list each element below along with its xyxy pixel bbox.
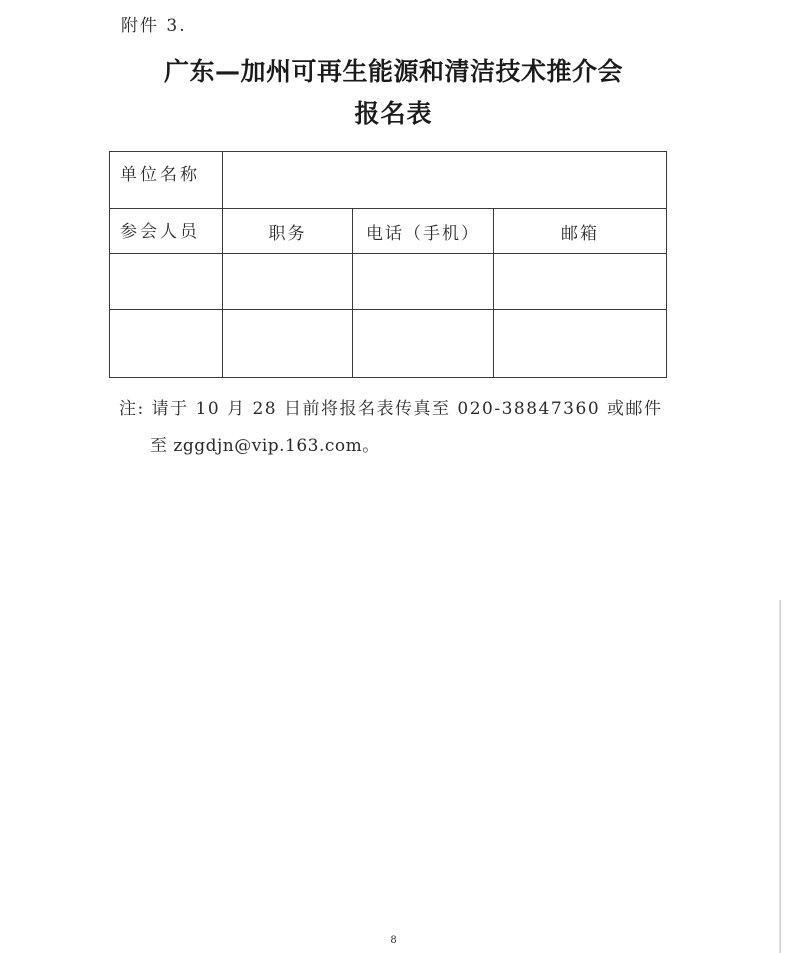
column-header-attendee: 参会人员 — [110, 209, 223, 254]
email-cell[interactable] — [494, 254, 667, 310]
unit-name-row — [110, 152, 667, 209]
position-cell[interactable] — [223, 254, 353, 310]
phone-cell[interactable] — [353, 254, 494, 310]
column-header-email: 邮箱 — [494, 209, 667, 254]
registration-form-table — [109, 151, 667, 378]
document-subtitle: 报名表 — [354, 99, 433, 128]
table-header-row — [110, 209, 667, 254]
position-cell[interactable] — [223, 310, 353, 378]
note-text: 注: 请于 10 月 28 日前将报名表传真至 020-38847360 或邮件 — [119, 399, 663, 419]
column-header-phone: 电话（手机） — [353, 209, 494, 254]
email-cell[interactable] — [494, 310, 667, 378]
table-row — [110, 254, 667, 310]
unit-name-field[interactable] — [223, 152, 667, 209]
table-row — [110, 310, 667, 378]
page-number: 8 — [390, 935, 397, 946]
document-title: 广东—加州可再生能源和清洁技术推介会 — [163, 57, 623, 86]
attachment-label: 附件 3. — [121, 16, 187, 36]
note-text-continued: 至 zggdjn@vip.163.com。 — [150, 436, 380, 456]
unit-name-label: 单位名称 — [110, 152, 223, 209]
attendee-cell[interactable] — [110, 310, 223, 378]
attendee-cell[interactable] — [110, 254, 223, 310]
phone-cell[interactable] — [353, 310, 494, 378]
column-header-position: 职务 — [223, 209, 353, 254]
scan-edge-shadow — [779, 600, 781, 953]
